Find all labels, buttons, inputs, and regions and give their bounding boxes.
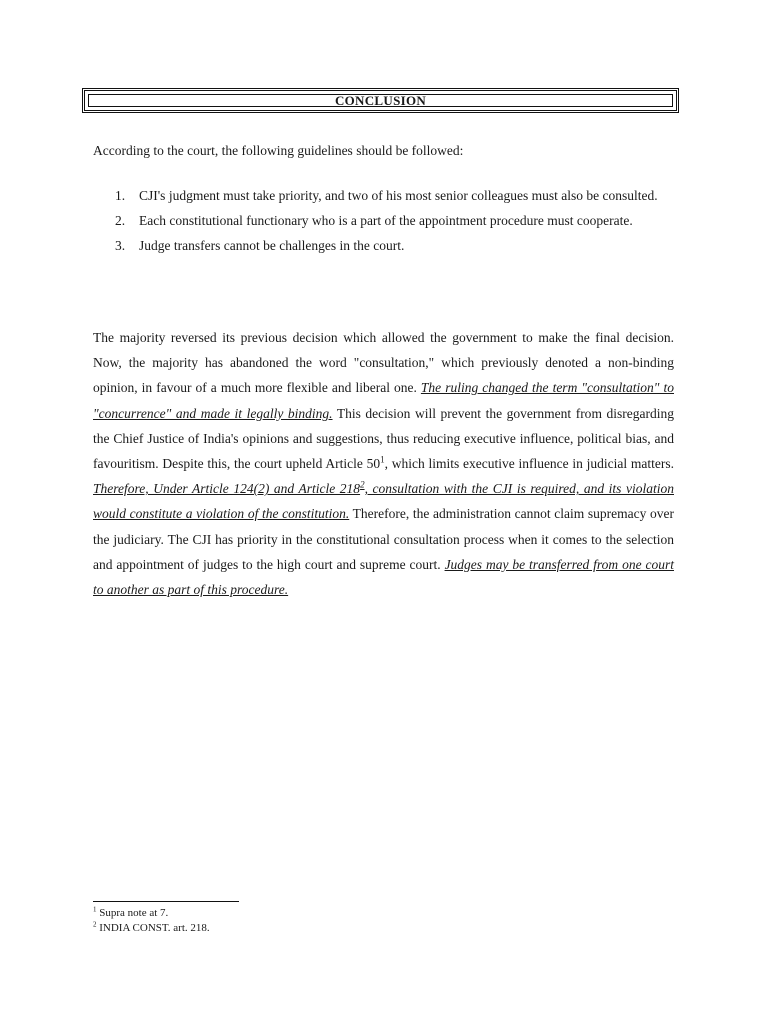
guidelines-list xyxy=(93,183,675,258)
paragraph-text: This decision will prevent the government from disregarding the Chief Justice of India's opinions and suggestions, thus reducing executive influence, political bias, and favouritism. Despite this, the court upheld Article 50 xyxy=(93,405,674,472)
guideline-number: 2. xyxy=(115,213,126,228)
footnote-text: INDIA CONST. art. 218. xyxy=(96,922,210,934)
guideline-text: CJI's judgment must take priority, and two of his most senior colleagues must also be consulted. xyxy=(139,188,658,203)
underlined-article-text: , consultation with the CJI is required, and its violation would constitute a violation of the constitution. xyxy=(93,481,674,522)
footnote-ref[interactable]: 1 xyxy=(380,454,385,465)
footnotes xyxy=(93,906,210,936)
paragraph-text: The majority reversed its previous decision which allowed the government to make the final decision. Now, the majority has abandoned the word "consultation," which previously denoted a non-binding opinion, in favour of a much more flexible and liberal one. xyxy=(93,330,674,396)
intro-text: According to the court, the following guidelines should be followed: xyxy=(93,143,464,158)
section-heading-box xyxy=(82,88,679,113)
paragraph-text: Therefore, the administration cannot claim supremacy over the judiciary. The CJI has priority in the constitutional consultation process when it comes to the selection and appointment of judges to the high court and supreme court. xyxy=(93,506,674,572)
underlined-ruling-text: The ruling changed the term "consultation" to "concurrence" and made it legally binding. xyxy=(93,380,674,421)
footnote-number: 1 xyxy=(93,905,97,914)
guideline-item xyxy=(93,208,675,233)
guideline-text: Judge transfers cannot be challenges in the court. xyxy=(139,238,405,253)
section-heading: CONCLUSION xyxy=(334,92,427,108)
underlined-transfer-text: Judges may be transferred from one court to another as part of this procedure. xyxy=(93,556,674,598)
footnote-number: 2 xyxy=(93,920,97,929)
section-heading-inner-border xyxy=(88,94,673,107)
body-paragraph xyxy=(93,325,674,602)
guideline-text: Each constitutional functionary who is a part of the appointment procedure must cooperate. xyxy=(139,213,633,228)
guideline-number: 3. xyxy=(115,238,126,253)
guideline-item xyxy=(93,233,675,258)
footnote-item xyxy=(93,906,210,921)
paragraph-text: , which limits executive influence in judicial matters. xyxy=(384,456,674,472)
guideline-item xyxy=(93,183,675,208)
footnote-text: Supra note at 7. xyxy=(96,907,169,919)
footnote-item xyxy=(93,921,210,936)
footnote-ref[interactable]: 2 xyxy=(360,479,365,490)
guideline-number: 1. xyxy=(115,188,126,203)
footnote-separator xyxy=(93,901,239,902)
underlined-article-text: Therefore, Under Article 124(2) and Article 218 xyxy=(93,481,361,497)
